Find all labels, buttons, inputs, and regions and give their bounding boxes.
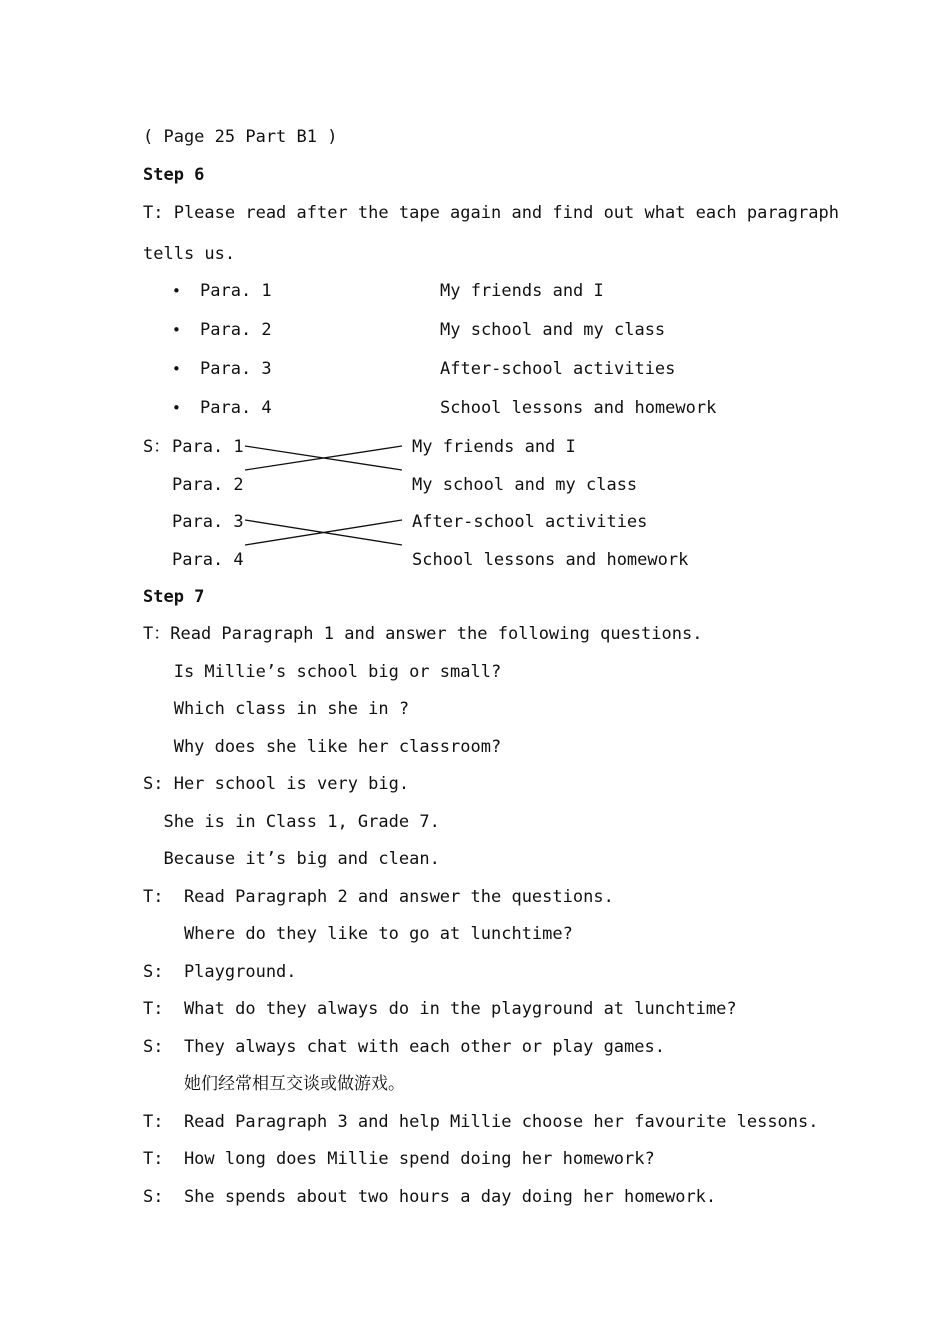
dialogue-line: Which class in she in ? bbox=[143, 699, 410, 719]
list-item-topic: My school and my class bbox=[440, 320, 666, 340]
dialogue-line: T：Read Paragraph 1 and answer the following questions. bbox=[143, 624, 703, 644]
list-item-topic: After-school activities bbox=[440, 359, 676, 379]
dialogue-line: T: Read Paragraph 2 and answer the questions. bbox=[143, 887, 614, 907]
dialogue-line: S: She spends about two hours a day doing her homework. bbox=[143, 1187, 717, 1207]
list-item-topic: My friends and I bbox=[440, 281, 604, 301]
dialogue-line: Because it’s big and clean. bbox=[143, 849, 440, 869]
answer-topic: My friends and I bbox=[412, 437, 576, 457]
bullet-icon: • bbox=[172, 282, 181, 300]
answer-para: Para. 3 bbox=[172, 512, 244, 532]
list-item-para: Para. 3 bbox=[200, 359, 272, 379]
dialogue-line: Where do they like to go at lunchtime? bbox=[143, 924, 573, 944]
step-7-heading: Step 7 bbox=[143, 587, 205, 607]
answer-prefix: S： bbox=[143, 437, 171, 457]
dialogue-line: T: What do they always do in the playground at lunchtime? bbox=[143, 999, 737, 1019]
dialogue-line: T: How long does Millie spend doing her homework? bbox=[143, 1149, 655, 1169]
list-item-para: Para. 2 bbox=[200, 320, 272, 340]
bullet-icon: • bbox=[172, 399, 181, 417]
answer-para: Para. 1 bbox=[172, 437, 244, 457]
dialogue-line: Is Millie’s school big or small? bbox=[143, 662, 502, 682]
dialogue-line: S: They always chat with each other or play games. bbox=[143, 1037, 665, 1057]
dialogue-line: S: Playground. bbox=[143, 962, 297, 982]
answer-topic: My school and my class bbox=[412, 475, 638, 495]
page-reference: ( Page 25 Part B1 ) bbox=[143, 127, 338, 147]
list-item-para: Para. 4 bbox=[200, 398, 272, 418]
answer-topic: School lessons and homework bbox=[412, 550, 689, 570]
step-6-heading: Step 6 bbox=[143, 165, 205, 185]
answer-para: Para. 4 bbox=[172, 550, 244, 570]
dialogue-line-chinese: 她们经常相互交谈或做游戏。 bbox=[143, 1074, 405, 1094]
list-item-topic: School lessons and homework bbox=[440, 398, 717, 418]
answer-topic: After-school activities bbox=[412, 512, 648, 532]
list-item-para: Para. 1 bbox=[200, 281, 272, 301]
bullet-icon: • bbox=[172, 360, 181, 378]
step-6-instruction-line-2: tells us. bbox=[143, 244, 236, 264]
answer-para: Para. 2 bbox=[172, 475, 244, 495]
bullet-icon: • bbox=[172, 321, 181, 339]
dialogue-line: She is in Class 1, Grade 7. bbox=[143, 812, 440, 832]
dialogue-line: S: Her school is very big. bbox=[143, 774, 410, 794]
step-6-instruction-line-1: T: Please read after the tape again and find out what each paragraph bbox=[143, 203, 839, 223]
dialogue-line: Why does she like her classroom? bbox=[143, 737, 502, 757]
dialogue-line: T: Read Paragraph 3 and help Millie choose her favourite lessons. bbox=[143, 1112, 819, 1132]
